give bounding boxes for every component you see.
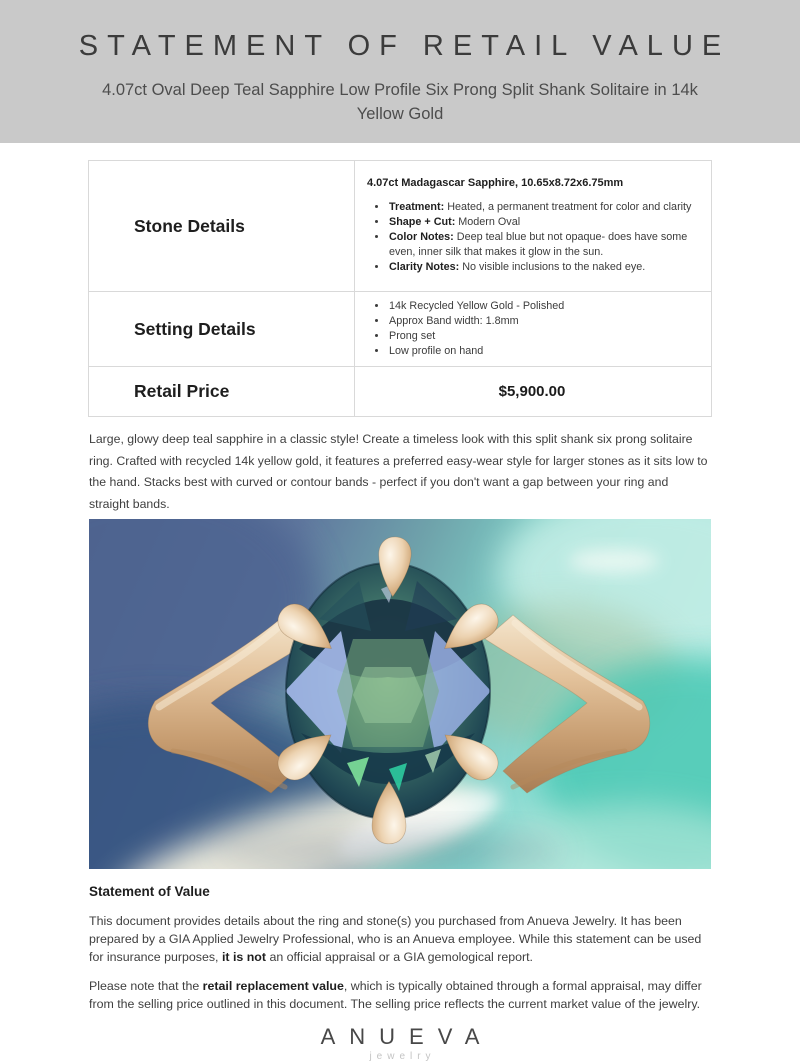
stone-bullet-list: [367, 200, 697, 275]
statement-heading: Statement of Value: [89, 884, 210, 899]
list-item: • Clarity Notes: No visible inclusions to the naked eye.: [388, 260, 697, 275]
stone-details-value: [355, 161, 712, 292]
ring-photo: [89, 519, 711, 869]
sapphire-gem: [285, 563, 491, 819]
retail-price-label: Retail Price: [89, 367, 355, 417]
list-item: • Treatment: Heated, a permanent treatment for color and clarity: [388, 200, 697, 215]
list-item: • Low profile on hand: [388, 344, 697, 359]
product-description: Large, glowy deep teal sapphire in a classic style! Create a timeless look with this split shank six prong solitaire ring. Crafted with recycled 14k yellow gold, it features a preferred easy-wear style for larger stones as it sits low to the hand. Stacks best with curved or contour bands - perfect if you don't want a gap between your ring and straight bands.: [89, 432, 708, 511]
page-title: STATEMENT OF RETAIL VALUE: [78, 30, 731, 62]
statement-of-value-section: [89, 884, 711, 1013]
retail-price-value: $5,900.00: [355, 367, 712, 417]
stone-details-label: Stone Details: [89, 161, 355, 292]
brand-logo: [0, 1024, 800, 1062]
setting-details-value: [355, 292, 712, 367]
list-item: • Prong set: [388, 329, 697, 344]
list-item: • Color Notes: Deep teal blue but not opaque- does have some even, inner silk that makes it glow in the sun.: [388, 230, 697, 260]
list-item: • 14k Recycled Yellow Gold - Polished: [388, 299, 697, 314]
page-subtitle: 4.07ct Oval Deep Teal Sapphire Low Profile Six Prong Split Shank Solitaire in 14k Yellow Gold: [102, 81, 698, 123]
setting-bullet-list: [367, 299, 697, 359]
document-header: [0, 0, 800, 143]
table-row-stone-details: [89, 161, 712, 292]
list-item: • Approx Band width: 1.8mm: [388, 314, 697, 329]
table-row-retail-price: [89, 367, 712, 417]
spec-table: [88, 160, 712, 417]
statement-paragraph: This document provides details about the ring and stone(s) you purchased from Anueva Jewelry. It has been prepared by a GIA Applied Jewelry Professional, who is an Anueva employee. While this statement can be used for insurance purposes, it is not an official appraisal or a GIA gemological report.: [89, 914, 702, 964]
table-row-setting-details: [89, 292, 712, 367]
brand-name: ANUEVA: [320, 1024, 494, 1049]
statement-paragraph: Please note that the retail replacement value, which is typically obtained through a formal appraisal, may differ from the selling price outlined in this document. The selling price reflects the current market value of the jewelry.: [89, 979, 702, 1011]
stone-heading: 4.07ct Madagascar Sapphire, 10.65x8.72x6.75mm: [367, 177, 624, 189]
setting-details-label: Setting Details: [89, 292, 355, 367]
list-item: • Shape + Cut: Modern Oval: [388, 215, 697, 230]
brand-tagline: jewelry: [369, 1051, 436, 1062]
